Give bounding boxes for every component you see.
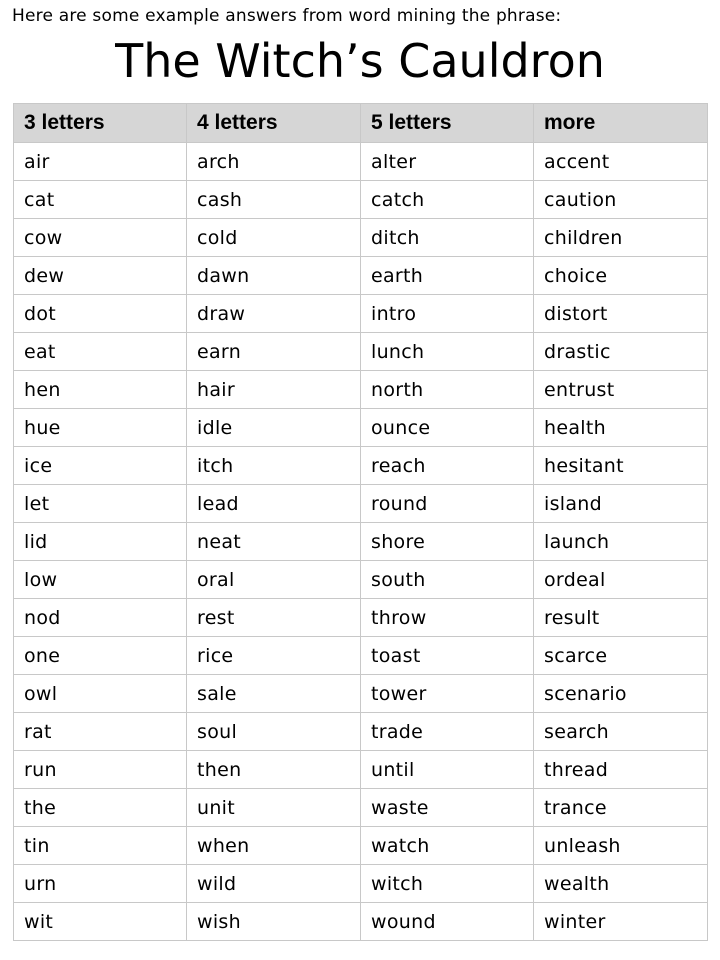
cell-5-letters: wound: [361, 903, 534, 941]
cell-3-letters: air: [14, 143, 187, 181]
cell-4-letters: dawn: [187, 257, 361, 295]
cell-3-letters: ice: [14, 447, 187, 485]
cell-more: children: [534, 219, 708, 257]
table-row: [14, 713, 708, 751]
cell-3-letters: the: [14, 789, 187, 827]
cell-3-letters: wit: [14, 903, 187, 941]
cell-5-letters: until: [361, 751, 534, 789]
cell-3-letters: cat: [14, 181, 187, 219]
cell-5-letters: round: [361, 485, 534, 523]
cell-more: trance: [534, 789, 708, 827]
cell-5-letters: reach: [361, 447, 534, 485]
cell-5-letters: earth: [361, 257, 534, 295]
table-row: [14, 903, 708, 941]
cell-5-letters: intro: [361, 295, 534, 333]
cell-5-letters: alter: [361, 143, 534, 181]
cell-3-letters: owl: [14, 675, 187, 713]
cell-more: ordeal: [534, 561, 708, 599]
cell-more: health: [534, 409, 708, 447]
table-row: [14, 333, 708, 371]
cell-3-letters: hen: [14, 371, 187, 409]
cell-5-letters: south: [361, 561, 534, 599]
cell-5-letters: tower: [361, 675, 534, 713]
table-row: [14, 523, 708, 561]
cell-more: winter: [534, 903, 708, 941]
table-row: [14, 219, 708, 257]
cell-4-letters: itch: [187, 447, 361, 485]
cell-5-letters: trade: [361, 713, 534, 751]
cell-4-letters: rice: [187, 637, 361, 675]
cell-4-letters: unit: [187, 789, 361, 827]
cell-4-letters: cash: [187, 181, 361, 219]
table-row: [14, 181, 708, 219]
table-body: [14, 143, 708, 941]
table-row: [14, 561, 708, 599]
cell-more: wealth: [534, 865, 708, 903]
header-more: more: [534, 104, 708, 143]
cell-5-letters: lunch: [361, 333, 534, 371]
table-row: [14, 447, 708, 485]
cell-more: drastic: [534, 333, 708, 371]
cell-3-letters: hue: [14, 409, 187, 447]
cell-more: scenario: [534, 675, 708, 713]
cell-more: unleash: [534, 827, 708, 865]
table-header: [14, 104, 708, 143]
intro-text: Here are some example answers from word mining the phrase:: [12, 6, 562, 26]
cell-more: search: [534, 713, 708, 751]
page-title: The Witch’s Cauldron: [115, 34, 605, 88]
cell-4-letters: then: [187, 751, 361, 789]
cell-4-letters: hair: [187, 371, 361, 409]
cell-more: caution: [534, 181, 708, 219]
cell-5-letters: ditch: [361, 219, 534, 257]
header-3-letters: 3 letters: [14, 104, 187, 143]
cell-4-letters: draw: [187, 295, 361, 333]
header-row: [14, 104, 708, 143]
cell-3-letters: eat: [14, 333, 187, 371]
cell-more: island: [534, 485, 708, 523]
cell-5-letters: witch: [361, 865, 534, 903]
cell-3-letters: tin: [14, 827, 187, 865]
cell-more: result: [534, 599, 708, 637]
header-4-letters: 4 letters: [187, 104, 361, 143]
cell-more: scarce: [534, 637, 708, 675]
cell-3-letters: run: [14, 751, 187, 789]
cell-4-letters: neat: [187, 523, 361, 561]
cell-4-letters: idle: [187, 409, 361, 447]
cell-5-letters: watch: [361, 827, 534, 865]
cell-3-letters: low: [14, 561, 187, 599]
cell-5-letters: throw: [361, 599, 534, 637]
cell-4-letters: sale: [187, 675, 361, 713]
table-row: [14, 371, 708, 409]
cell-3-letters: dew: [14, 257, 187, 295]
table-row: [14, 257, 708, 295]
cell-5-letters: catch: [361, 181, 534, 219]
table-row: [14, 485, 708, 523]
cell-5-letters: north: [361, 371, 534, 409]
cell-3-letters: dot: [14, 295, 187, 333]
cell-4-letters: earn: [187, 333, 361, 371]
cell-4-letters: soul: [187, 713, 361, 751]
cell-more: entrust: [534, 371, 708, 409]
table-row: [14, 827, 708, 865]
cell-3-letters: let: [14, 485, 187, 523]
table-row: [14, 409, 708, 447]
word-table: [13, 103, 708, 941]
cell-5-letters: waste: [361, 789, 534, 827]
table-row: [14, 751, 708, 789]
table-row: [14, 637, 708, 675]
cell-more: accent: [534, 143, 708, 181]
table-row: [14, 789, 708, 827]
cell-5-letters: shore: [361, 523, 534, 561]
cell-4-letters: when: [187, 827, 361, 865]
cell-more: distort: [534, 295, 708, 333]
cell-3-letters: urn: [14, 865, 187, 903]
table-row: [14, 675, 708, 713]
cell-more: choice: [534, 257, 708, 295]
cell-4-letters: oral: [187, 561, 361, 599]
cell-3-letters: cow: [14, 219, 187, 257]
cell-4-letters: rest: [187, 599, 361, 637]
cell-4-letters: wild: [187, 865, 361, 903]
cell-more: thread: [534, 751, 708, 789]
cell-5-letters: ounce: [361, 409, 534, 447]
cell-5-letters: toast: [361, 637, 534, 675]
cell-4-letters: arch: [187, 143, 361, 181]
cell-4-letters: cold: [187, 219, 361, 257]
cell-3-letters: lid: [14, 523, 187, 561]
header-5-letters: 5 letters: [361, 104, 534, 143]
cell-4-letters: wish: [187, 903, 361, 941]
cell-3-letters: rat: [14, 713, 187, 751]
cell-3-letters: one: [14, 637, 187, 675]
table-row: [14, 143, 708, 181]
cell-4-letters: lead: [187, 485, 361, 523]
cell-more: hesitant: [534, 447, 708, 485]
table-row: [14, 295, 708, 333]
table-row: [14, 865, 708, 903]
cell-more: launch: [534, 523, 708, 561]
cell-3-letters: nod: [14, 599, 187, 637]
table-row: [14, 599, 708, 637]
